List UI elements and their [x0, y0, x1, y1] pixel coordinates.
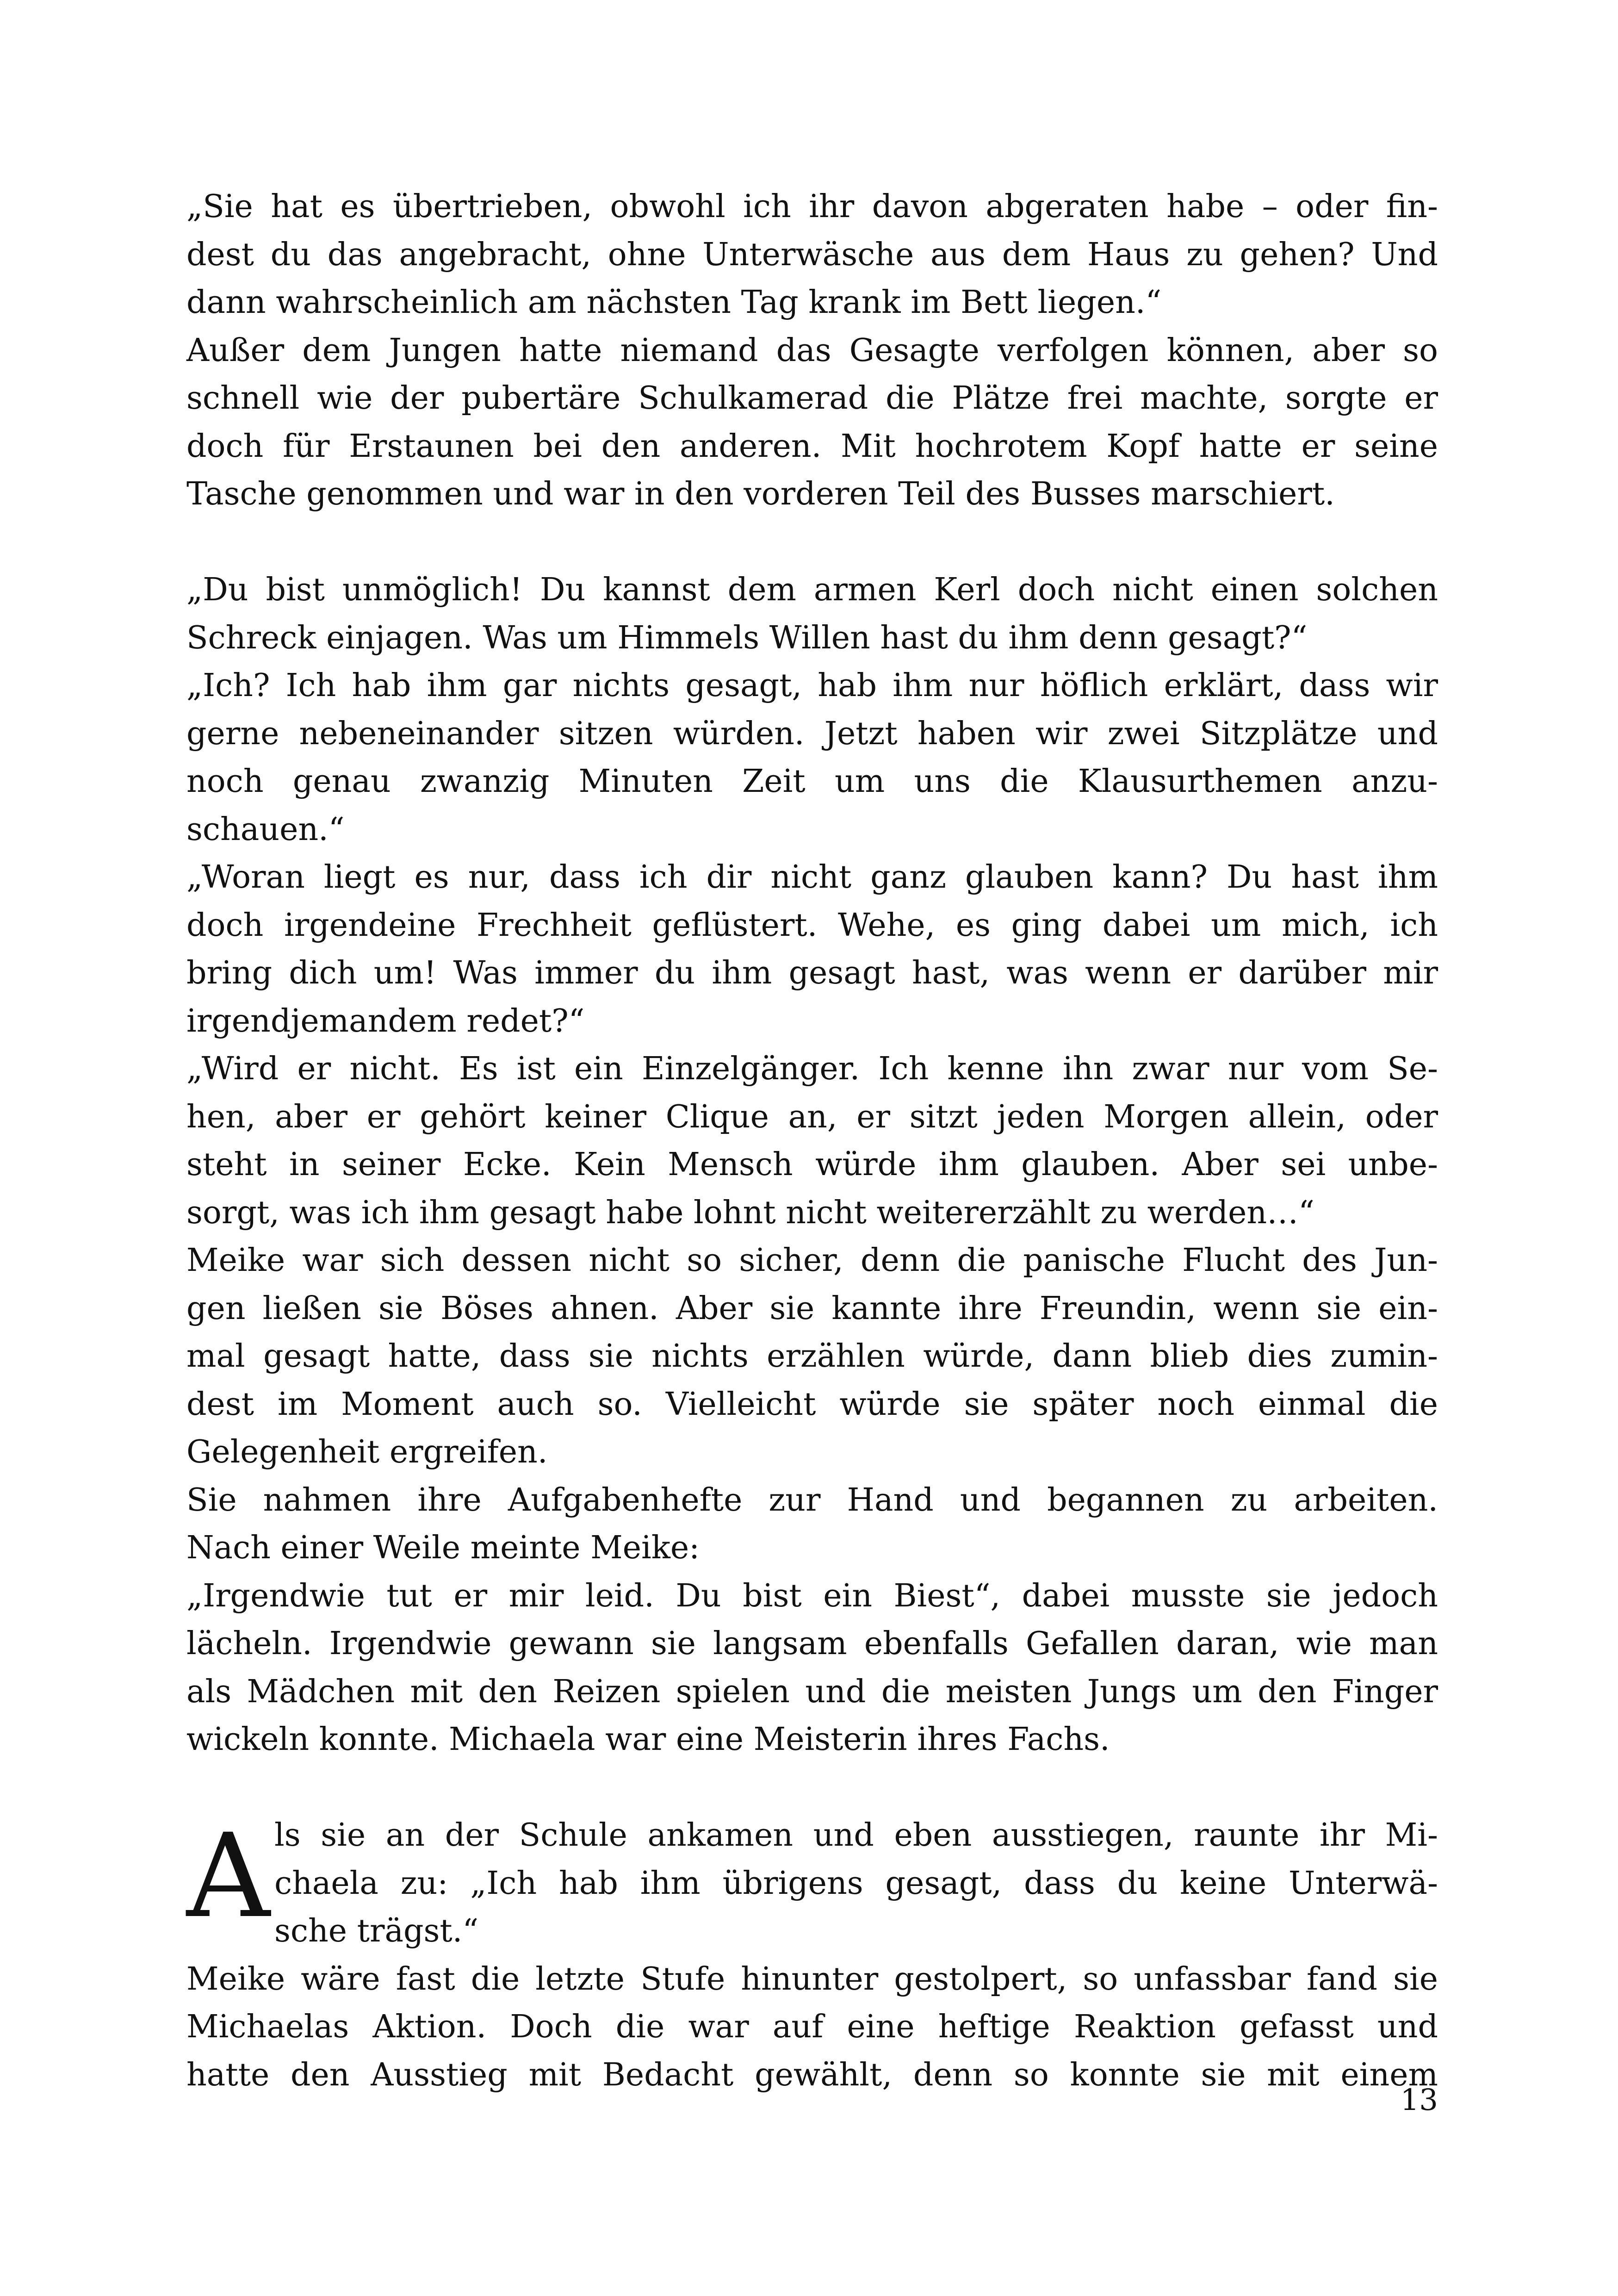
text-line: bring dich um! Was immer du ihm gesagt hast, was wenn er darüber mir — [186, 955, 1438, 991]
text-line: „Woran liegt es nur, dass ich dir nicht ganz glauben kann? Du hast ihm — [186, 859, 1438, 896]
text-line: „Irgendwie tut er mir leid. Du bist ein Biest“, dabei musste sie jedoch — [186, 1577, 1438, 1614]
paragraph-with-dropcap — [186, 1811, 1438, 1955]
paragraph — [186, 327, 1438, 518]
text-line: noch genau zwanzig Minuten Zeit um uns die Klausurthemen anzu- — [186, 763, 1438, 800]
paragraph — [186, 1476, 1438, 1572]
text-line: Außer dem Jungen hatte niemand das Gesagte verfolgen können, aber so — [186, 332, 1438, 369]
paragraph — [186, 1237, 1438, 1476]
text-line: hen, aber er gehört keiner Clique an, er sitzt jeden Morgen allein, oder — [186, 1098, 1438, 1135]
text-line: sorgt, was ich ihm gesagt habe lohnt nicht weitererzählt zu werden…“ — [186, 1194, 1314, 1231]
text-line: mal gesagt hatte, dass sie nichts erzählen würde, dann blieb dies zumin- — [186, 1338, 1438, 1375]
text-line: Tasche genommen und war in den vorderen Teil des Busses marschiert. — [186, 476, 1335, 512]
page-number: 13 — [1400, 2083, 1438, 2117]
text-line: chaela zu: „Ich hab ihm übrigens gesagt, dass du keine Unterwä- — [274, 1865, 1438, 1902]
text-line: dann wahrscheinlich am nächsten Tag krank im Bett liegen.“ — [186, 284, 1162, 321]
text-line: wickeln konnte. Michaela war eine Meisterin ihres Fachs. — [186, 1721, 1110, 1758]
text-line: steht in seiner Ecke. Kein Mensch würde ihm glauben. Aber sei unbe- — [186, 1146, 1438, 1183]
body-text — [186, 183, 1438, 2099]
text-line: „Du bist unmöglich! Du kannst dem armen Kerl doch nicht einen solchen — [186, 572, 1438, 608]
text-line: dest du das angebracht, ohne Unterwäsche aus dem Haus zu gehen? Und — [186, 236, 1438, 273]
drop-cap: A — [186, 1809, 270, 1943]
text-line: Gelegenheit ergreifen. — [186, 1434, 548, 1470]
text-line: Sie nahmen ihre Aufgabenhefte zur Hand und begannen zu arbeiten. — [186, 1481, 1438, 1518]
text-line: lächeln. Irgendwie gewann sie langsam ebenfalls Gefallen daran, wie man — [186, 1625, 1438, 1662]
text-line: doch irgendeine Frechheit geflüstert. Wehe, es ging dabei um mich, ich — [186, 907, 1438, 944]
text-line: Meike wäre fast die letzte Stufe hinunter gestolpert, so unfassbar fand sie — [186, 1960, 1438, 1997]
paragraph — [186, 1045, 1438, 1237]
paragraph — [186, 566, 1438, 662]
paragraph — [186, 1955, 1438, 2099]
text-line: irgendjemandem redet?“ — [186, 1002, 585, 1039]
text-line: als Mädchen mit den Reizen spielen und die meisten Jungs um den Finger — [186, 1673, 1438, 1710]
text-line: doch für Erstaunen bei den anderen. Mit hochrotem Kopf hatte er seine — [186, 428, 1438, 465]
text-line: schauen.“ — [186, 811, 345, 848]
section-gap — [186, 518, 1438, 566]
text-line: Nach einer Weile meinte Meike: — [186, 1530, 700, 1566]
text-line: „Wird er nicht. Es ist ein Einzelgänger. Ich kenne ihn zwar nur vom Se- — [186, 1051, 1438, 1087]
text-line: ls sie an der Schule ankamen und eben ausstiegen, raunte ihr Mi- — [274, 1817, 1438, 1854]
text-line: „Sie hat es übertrieben, obwohl ich ihr davon abgeraten habe – oder fin- — [186, 188, 1438, 225]
text-line: Meike war sich dessen nicht so sicher, denn die panische Flucht des Jun- — [186, 1242, 1438, 1279]
text-line: Michaelas Aktion. Doch die war auf eine heftige Reaktion gefasst und — [186, 2009, 1438, 2045]
text-line: hatte den Ausstieg mit Bedacht gewählt, denn so konnte sie mit einem — [186, 2056, 1438, 2093]
text-line: Schreck einjagen. Was um Himmels Willen hast du ihm denn gesagt?“ — [186, 619, 1308, 656]
paragraph — [186, 853, 1438, 1045]
text-line: gen ließen sie Böses ahnen. Aber sie kannte ihre Freundin, wenn sie ein- — [186, 1290, 1438, 1327]
paragraph — [186, 662, 1438, 853]
text-line: gerne nebeneinander sitzen würden. Jetzt haben wir zwei Sitzplätze und — [186, 715, 1438, 752]
text-line: dest im Moment auch so. Vielleicht würde sie später noch einmal die — [186, 1386, 1438, 1423]
text-line: sche trägst.“ — [274, 1913, 479, 1949]
paragraph — [186, 183, 1438, 327]
text-line: schnell wie der pubertäre Schulkamerad die Plätze frei machte, sorgte er — [186, 380, 1438, 417]
text-line: „Ich? Ich hab ihm gar nichts gesagt, hab ihm nur höflich erklärt, dass wir — [186, 667, 1438, 704]
section-gap — [186, 1764, 1438, 1812]
paragraph — [186, 1572, 1438, 1764]
